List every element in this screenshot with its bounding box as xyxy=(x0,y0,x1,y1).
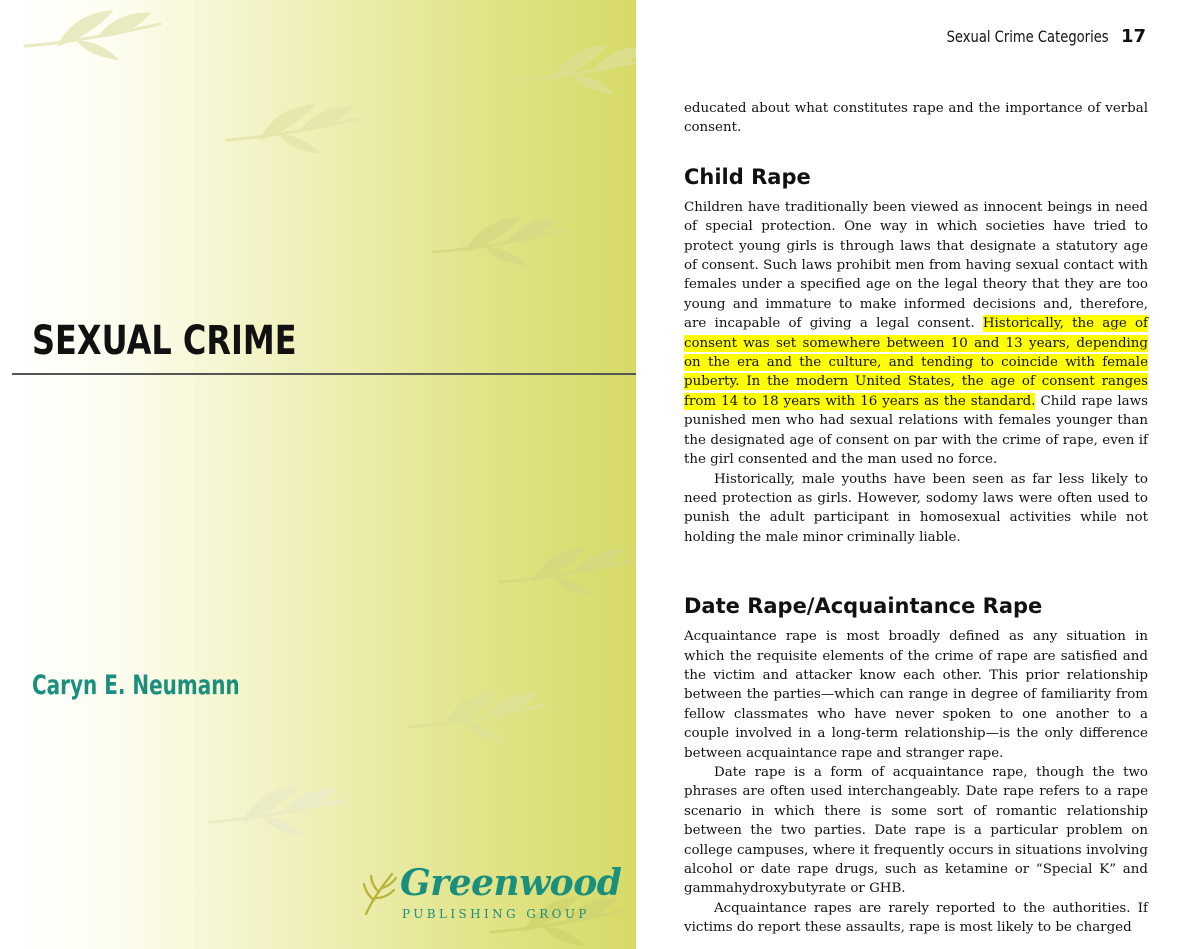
running-title: Sexual Crime Categories xyxy=(946,27,1109,46)
section-heading: Date Rape/Acquaintance Rape xyxy=(684,594,1043,619)
cover-divider xyxy=(12,373,636,375)
section-heading: Child Rape xyxy=(684,164,811,189)
date-rape-paragraph-1: Acquaintance rape is most broadly defined as any situation in which the requisite elements of the crime of rape are satisfied and the victim and attacker know each other. This prior relationship between the parties—which can range in degree of familiarity from fellow classmates who have never spoken to one another to a couple involved in a long-term relationship—is the only difference between acquaintance rape and stranger rape. xyxy=(684,629,1148,761)
wheat-sprig-icon xyxy=(360,870,398,916)
running-head xyxy=(911,26,1146,47)
publisher-name: Greenwood xyxy=(400,862,622,904)
paragraph-text: Child rape laws punished men who had sexual relations with females younger than the designated age of consent on par with the crime of rape, even if the girl consented and the man used no force. xyxy=(684,393,1148,468)
child-rape-paragraph-2: Historically, male youths have been seen as far less likely to need protection as girls. However, sodomy laws were often used to punish the adult participant in homosexual activities while not holding the male minor criminally liable. xyxy=(684,471,1148,545)
date-rape-paragraph-3: Acquaintance rapes are rarely reported to the authorities. If victims do report these assaults, rape is most likely to be charged xyxy=(684,900,1148,936)
text-page xyxy=(636,0,1200,949)
leaf-motif-icon xyxy=(222,98,372,158)
date-rape-paragraph-2: Date rape is a form of acquaintance rape, though the two phrases are often used interchangeably. Date rape refers to a rape scenario in which there is some sort of romantic relationship between the two parties. Date rape is a particular problem on college campuses, where it frequently occurs in situations involving alcohol or date rape drugs, such as ketamine or “Special K” and gammahydroxybutyrate or GHB. xyxy=(684,764,1148,897)
leaf-motif-icon xyxy=(495,540,636,600)
leaf-motif-icon xyxy=(515,38,636,98)
publisher-subtitle: PUBLISHING GROUP xyxy=(402,907,590,921)
intro-paragraph: educated about what constitutes rape and the importance of verbal consent. xyxy=(684,101,1148,136)
page-number: 17 xyxy=(1120,26,1146,47)
leaf-motif-icon xyxy=(405,685,555,745)
publisher-logo xyxy=(360,862,622,926)
child-rape-paragraph-1 xyxy=(684,198,1148,470)
cover-title: SEXUAL CRIME xyxy=(32,318,297,364)
leaf-motif-icon xyxy=(20,4,170,64)
leaf-motif-icon xyxy=(428,210,578,270)
highlighted-passage: Historically, the age of consent was set somewhere between 10 and 13 years, depending on the era and the culture, and tending to coincide with female puberty. In the modern United States, the age of consent ranges from 14 to 18 years with 16 years as the standard. xyxy=(684,316,1148,409)
leaf-motif-icon xyxy=(205,780,355,840)
paragraph-text: Children have traditionally been viewed as innocent beings in need of special protection. One way in which societies have tried to protect young girls is through laws that designate a statutory age of consent. Such laws prohibit men from having sexual contact with females under a specified age on the legal theory that they are too young and immature to make informed decisions and, therefore, are incapable of giving a legal consent. xyxy=(684,199,1148,332)
page-body xyxy=(684,99,1148,938)
cover-author: Caryn E. Neumann xyxy=(32,670,240,701)
